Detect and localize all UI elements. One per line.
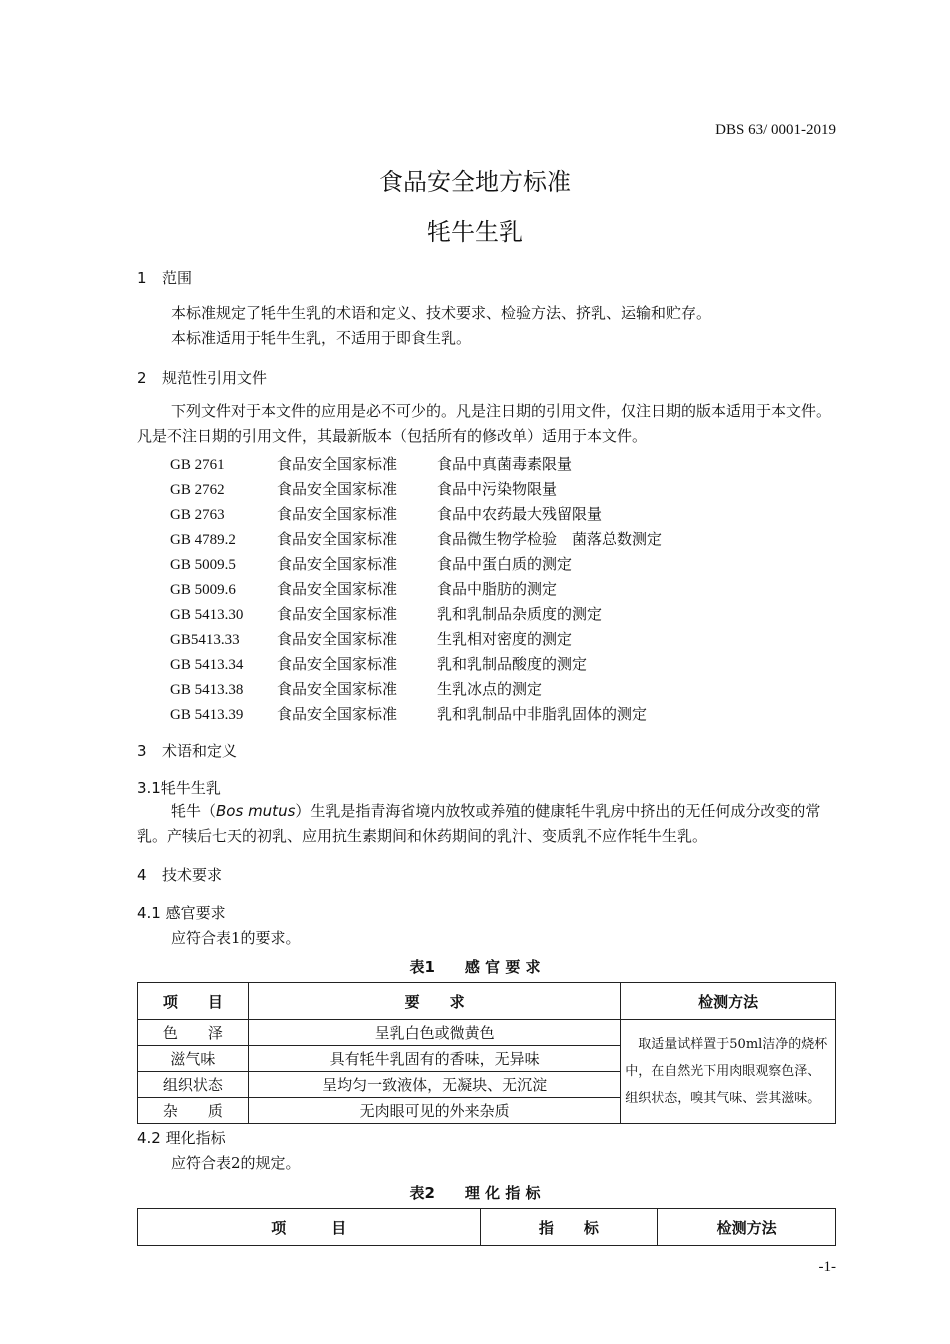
reference-row: GB 2762 食品安全国家标准 食品中污染物限量 <box>170 480 558 498</box>
section-number: 2 <box>137 369 147 387</box>
physicochemical-table <box>137 1208 836 1246</box>
subsection-4-2-text: 应符合表2的规定。 <box>171 1154 301 1172</box>
reference-row: GB 2763 食品安全国家标准 食品中农药最大残留限量 <box>170 505 603 523</box>
section-title: 范围 <box>162 269 193 287</box>
column-header: 项 目 <box>138 1209 481 1246</box>
section-2-heading <box>137 367 267 388</box>
subsection-4-1-text: 应符合表1的要求。 <box>171 929 301 947</box>
column-header: 检测方法 <box>621 983 836 1020</box>
column-header: 项 目 <box>138 983 249 1020</box>
table-header-row <box>138 1209 836 1246</box>
references-intro <box>137 399 837 449</box>
reference-row: GB 5413.30 食品安全国家标准 乳和乳制品杂质度的测定 <box>170 605 603 623</box>
requirement-cell: 呈均匀一致液体，无凝块、无沉淀 <box>248 1072 620 1098</box>
definition-paragraph: 牦牛（Bos mutus）生乳是指青海省境内放牧或养殖的健康牦牛乳房中挤出的无任何成分改变的常乳。产犊后七天的初乳、应用抗生素期间和休药期间的乳汁、变质乳不应作牦牛生乳。 <box>137 802 821 845</box>
item-cell: 组织状态 <box>138 1072 249 1098</box>
reference-row: GB 2761 食品安全国家标准 食品中真菌毒素限量 <box>170 455 573 473</box>
scope-paragraph-1: 本标准规定了牦牛生乳的术语和定义、技术要求、检验方法、挤乳、运输和贮存。 <box>171 304 712 322</box>
latin-name: Bos mutus <box>216 802 296 820</box>
requirement-cell: 具有牦牛乳固有的香味，无异味 <box>248 1046 620 1072</box>
section-3-heading <box>137 740 237 761</box>
column-header: 要 求 <box>248 983 620 1020</box>
section-1-heading <box>137 267 192 288</box>
reference-row: GB 5009.5 食品安全国家标准 食品中蛋白质的测定 <box>170 555 573 573</box>
item-cell: 滋气味 <box>138 1046 249 1072</box>
column-header: 指 标 <box>480 1209 658 1246</box>
table-row <box>138 1020 836 1046</box>
reference-row: GB 5009.6 食品安全国家标准 食品中脂肪的测定 <box>170 580 558 598</box>
table-2-caption: 表2 理 化 指 标 <box>409 1184 541 1202</box>
document-subtitle: 牦牛生乳 <box>427 218 523 246</box>
document-title: 食品安全地方标准 <box>379 168 571 196</box>
sensory-requirements-table <box>137 982 836 1124</box>
section-number: 4 <box>137 866 147 884</box>
section-4-heading <box>137 864 222 885</box>
subsection-4-1-heading: 4.1 感官要求 <box>137 904 226 922</box>
page-number: -1- <box>818 1259 836 1275</box>
section-title: 技术要求 <box>162 866 223 884</box>
reference-row: GB 4789.2 食品安全国家标准 食品微生物学检验 菌落总数测定 <box>170 530 663 548</box>
section-number: 3 <box>137 742 147 760</box>
references-intro-text: 下列文件对于本文件的应用是必不可少的。凡是注日期的引用文件，仅注日期的版本适用于本文件。凡是不注日期的引用文件，其最新版本（包括所有的修改单）适用于本文件。 <box>137 402 832 445</box>
subsection-3-1-heading: 3.1牦牛生乳 <box>137 779 221 797</box>
reference-row: GB5413.33 食品安全国家标准 生乳相对密度的测定 <box>170 630 573 648</box>
requirement-cell: 无肉眼可见的外来杂质 <box>248 1098 620 1124</box>
section-number: 1 <box>137 269 147 287</box>
reference-row: GB 5413.34 食品安全国家标准 乳和乳制品酸度的测定 <box>170 655 588 673</box>
table-1-caption: 表1 感 官 要 求 <box>409 958 541 976</box>
scope-paragraph-2: 本标准适用于牦牛生乳，不适用于即食生乳。 <box>171 329 472 347</box>
table-header-row <box>138 983 836 1020</box>
subsection-4-2-heading: 4.2 理化指标 <box>137 1129 226 1147</box>
item-cell: 色 泽 <box>138 1020 249 1046</box>
document-id: DBS 63/ 0001-2019 <box>715 122 836 138</box>
section-title: 规范性引用文件 <box>162 369 268 387</box>
method-cell: 取适量试样置于50ml洁净的烧杯中，在自然光下用肉眼观察色泽、组织状态，嗅其气味、尝其滋味。 <box>621 1020 836 1124</box>
section-title: 术语和定义 <box>162 742 238 760</box>
requirement-cell: 呈乳白色或微黄色 <box>248 1020 620 1046</box>
column-header: 检测方法 <box>658 1209 836 1246</box>
reference-row: GB 5413.38 食品安全国家标准 生乳冰点的测定 <box>170 680 543 698</box>
reference-row: GB 5413.39 食品安全国家标准 乳和乳制品中非脂乳固体的测定 <box>170 705 648 723</box>
item-cell: 杂 质 <box>138 1098 249 1124</box>
